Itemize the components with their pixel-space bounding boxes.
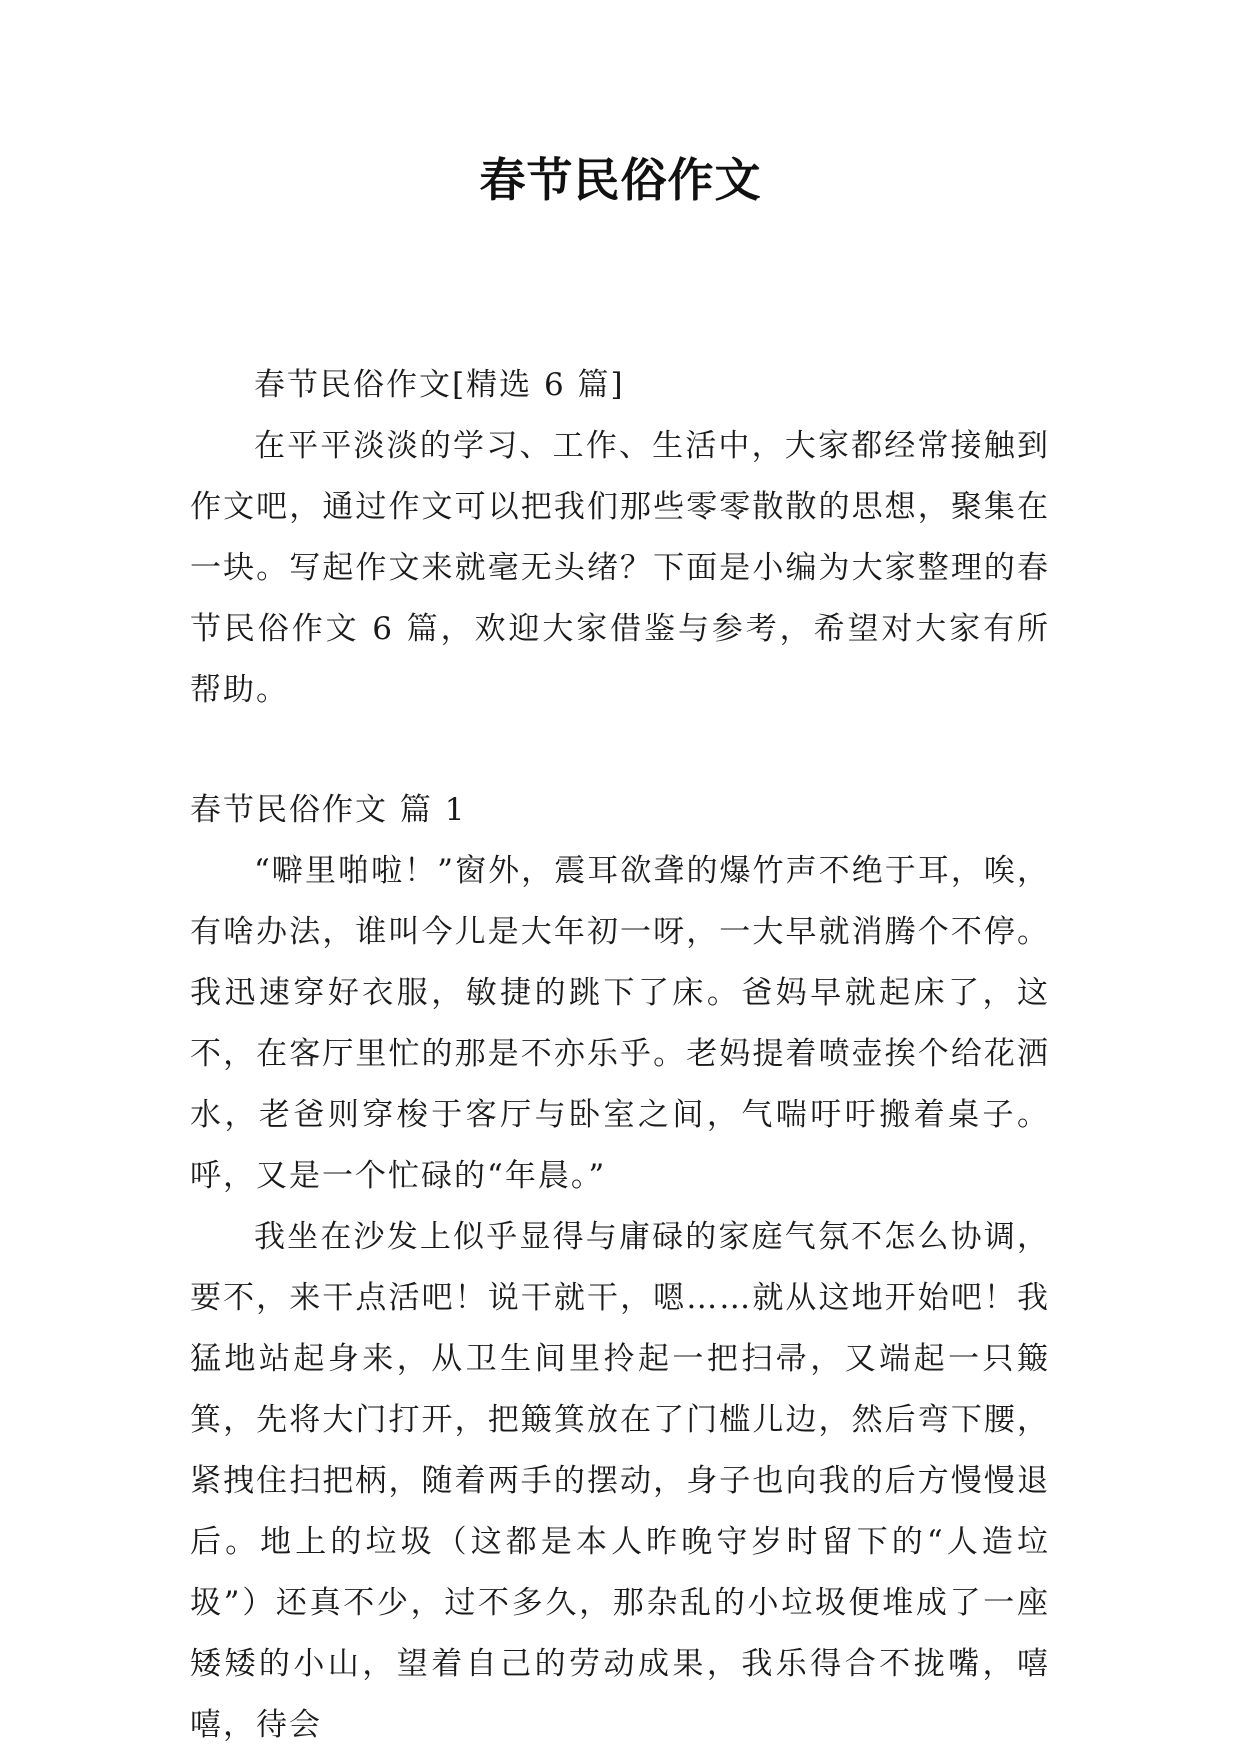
document-body	[190, 355, 1050, 1756]
section-spacer	[190, 721, 1050, 780]
intro-paragraph: 在平平淡淡的学习、工作、生活中，大家都经常接触到作文吧，通过作文可以把我们那些零零散散的思想，聚集在一块。写起作文来就毫无头绪？下面是小编为大家整理的春节民俗作文 6 篇，欢迎大家借鉴与参考，希望对大家有所帮助。	[190, 428, 1050, 708]
body-paragraph: 我坐在沙发上似乎显得与庸碌的家庭气氛不怎么协调，要不，来干点活吧！说干就干，嗯……就从这地开始吧！我猛地站起身来，从卫生间里拎起一把扫帚，又端起一只簸箕，先将大门打开，把簸箕放在了门槛儿边，然后弯下腰，紧拽住扫把柄，随着两手的摆动，身子也向我的后方慢慢退后。地上的垃圾（这都是本人昨晚守岁时留下的“人造垃圾”）还真不少，过不多久，那杂乱的小垃圾便堆成了一座矮矮的小山，望着自己的劳动成果，我乐得合不拢嘴，嘻嘻，待会	[190, 1219, 1050, 1743]
document-subtitle: 春节民俗作文[精选 6 篇]	[254, 367, 625, 403]
document-title: 春节民俗作文	[479, 153, 762, 207]
section-heading: 春节民俗作文 篇 1	[190, 792, 467, 828]
body-paragraph: “噼里啪啦！”窗外，震耳欲聋的爆竹声不绝于耳，唉，有啥办法，谁叫今儿是大年初一呀，一大早就消腾个不停。我迅速穿好衣服，敏捷的跳下了床。爸妈早就起床了，这不，在客厅里忙的那是不亦乐乎。老妈提着喷壶挨个给花洒水，老爸则穿梭于客厅与卧室之间，气喘吁吁搬着桌子。呼，又是一个忙碌的“年晨。”	[190, 853, 1050, 1194]
